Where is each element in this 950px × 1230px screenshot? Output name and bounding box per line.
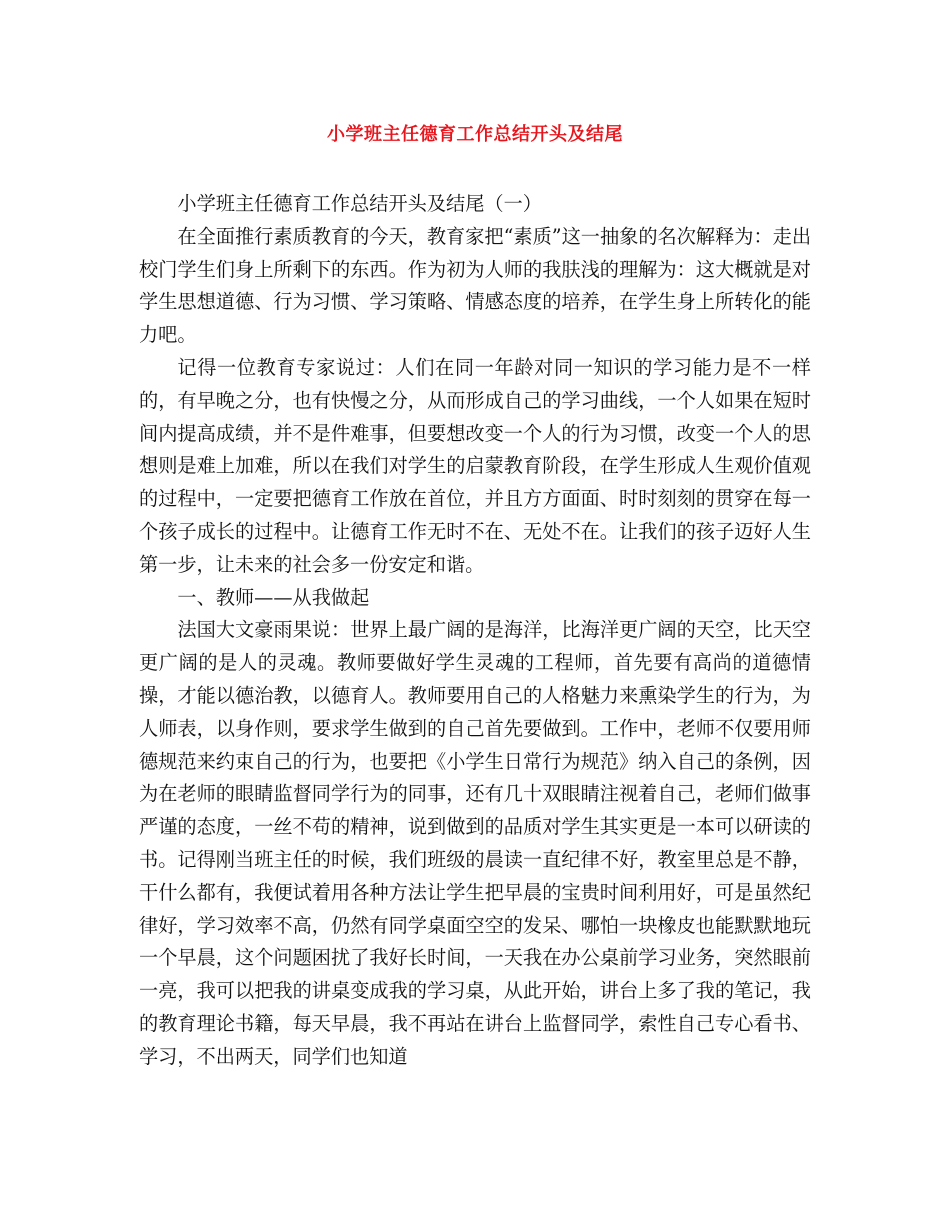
document-body	[139, 188, 811, 1074]
paragraph: 记得一位教育专家说过：人们在同一年龄对同一知识的学习能力是不一样的，有早晚之分，也有快慢之分，从而形成自己的学习曲线，一个人如果在短时间内提高成绩，并不是件难事，但要想改变一个人的行为习惯，改变一个人的思想则是难上加难，所以在我们对学生的启蒙教育阶段，在学生形成人生观价值观的过程中，一定要把德育工作放在首位，并且方方面面、时时刻刻的贯穿在每一个孩子成长的过程中。让德育工作无时不在、无处不在。让我们的孩子迈好人生第一步，让未来的社会多一份安定和谐。	[139, 355, 811, 576]
section-heading: 一、教师——从我做起	[177, 585, 370, 609]
paragraph: 法国大文豪雨果说：世界上最广阔的是海洋，比海洋更广阔的天空，比天空更广阔的是人的灵魂。教师要做好学生灵魂的工程师，首先要有高尚的道德情操，才能以德治教，以德育人。教师要用自己的人格魅力来熏染学生的行为，为人师表，以身作则，要求学生做到的自己首先要做到。工作中，老师不仅要用师德规范来约束自己的行为，也要把《小学生日常行为规范》纳入自己的条例，因为在老师的眼睛监督同学行为的同事，还有几十双眼睛注视着自己，老师们做事严谨的态度，一丝不苟的精神，说到做到的品质对学生其实更是一本可以研读的书。记得刚当班主任的时候，我们班级的晨读一直纪律不好，教室里总是不静，干什么都有，我便试着用各种方法让学生把早晨的宝贵时间利用好，可是虽然纪律好，学习效率不高，仍然有同学桌面空空的发呆、哪怕一块橡皮也能默默地玩一个早晨，这个问题困扰了我好长时间，一天我在办公桌前学习业务，突然眼前一亮，我可以把我的讲桌变成我的学习桌，从此开始，讲台上多了我的笔记，我的教育理论书籍，每天早晨，我不再站在讲台上监督同学，索性自己专心看书、学习，不出两天，同学们也知道	[139, 618, 811, 1068]
paragraph: 在全面推行素质教育的今天，教育家把“素质”这一抽象的名次解释为：走出校门学生们身上所剩下的东西。作为初为人师的我肤浅的理解为：这大概就是对学生思想道德、行为习惯、学习策略、情感态度的培养，在学生身上所转化的能力吧。	[139, 224, 812, 347]
section-heading: 小学班主任德育工作总结开头及结尾（一）	[177, 192, 542, 215]
document-title: 小学班主任德育工作总结开头及结尾	[327, 124, 623, 145]
